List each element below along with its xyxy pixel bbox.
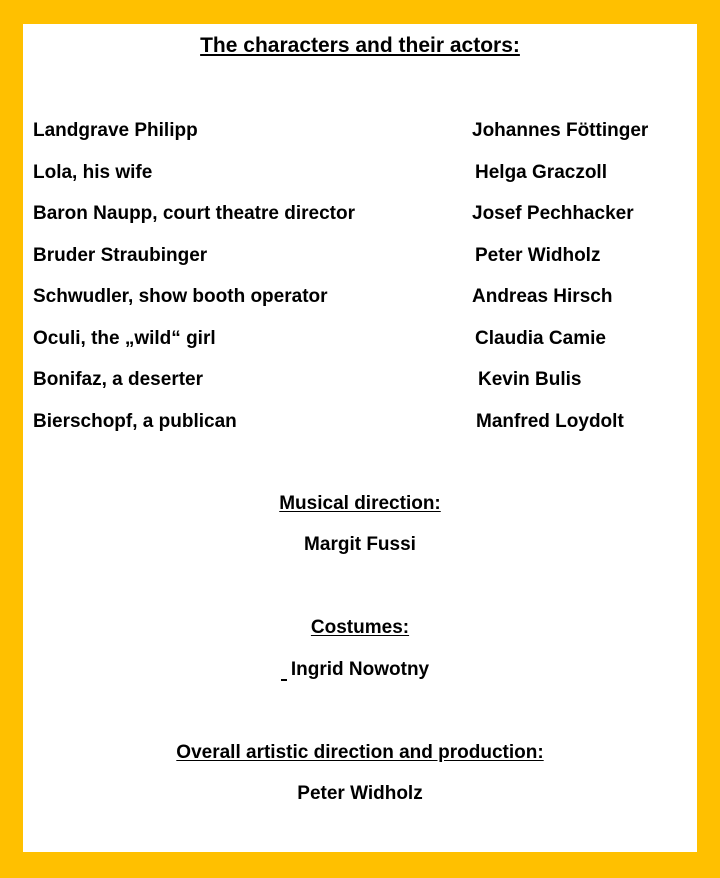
role-name: Schwudler, show booth operator [33,286,328,307]
cast-row [33,200,693,242]
actor-name: Josef Pechhacker [472,203,634,224]
role-name: Lola, his wife [33,161,153,183]
actor-name: Helga Graczoll [475,161,607,183]
role-name: Landgrave Philipp [33,120,198,141]
actor-name: Manfred Loydolt [476,410,624,432]
actor-name: Andreas Hirsch [472,286,613,307]
production-director-name: Peter Widholz [297,783,423,804]
role-name: Oculi, the „wild“ girl [33,327,216,349]
actor-name: Claudia Camie [475,327,606,349]
costumes-heading: Costumes: [310,617,410,638]
cast-row [33,117,693,159]
cast-list-sheet [23,24,697,852]
production-heading: Overall artistic direction and production: [176,742,544,763]
actor-name: Peter Widholz [475,244,601,266]
role-name: Bonifaz, a deserter [33,369,203,390]
role-name: Baron Naupp, court theatre director [33,203,355,224]
actor-name: Kevin Bulis [478,369,582,390]
music-director-name: Margit Fussi [304,534,416,555]
cast-row [33,408,693,450]
music-heading: Musical direction: [279,493,441,514]
page-title: The characters and their actors: [200,34,520,57]
cast-row [33,283,693,325]
cast-list [33,117,693,449]
cast-row [33,159,693,201]
costumes-designer-name: Ingrid Nowotny [290,659,430,680]
actor-name: Johannes Föttinger [472,120,649,141]
role-name: Bierschopf, a publican [33,410,237,432]
cast-row [33,242,693,284]
cast-row [33,325,693,367]
cast-row [33,366,693,408]
role-name: Bruder Straubinger [33,244,208,266]
